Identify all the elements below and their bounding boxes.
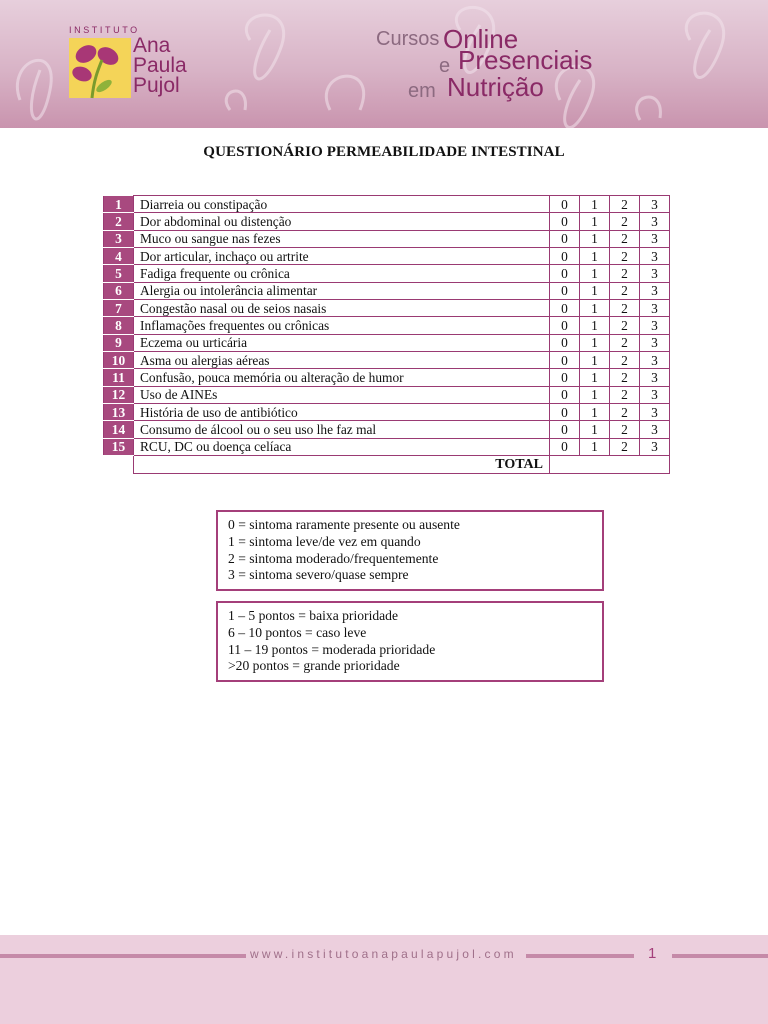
score-option[interactable]: 3	[640, 213, 670, 230]
table-row	[104, 404, 670, 421]
score-option[interactable]: 3	[640, 265, 670, 282]
score-option[interactable]: 2	[610, 404, 640, 421]
logo-flower-icon	[62, 34, 132, 104]
score-option[interactable]: 2	[610, 438, 640, 455]
score-option[interactable]: 3	[640, 334, 670, 351]
score-option[interactable]: 2	[610, 248, 640, 265]
score-option[interactable]: 2	[610, 369, 640, 386]
scale-line: 0 = sintoma raramente presente ou ausente	[228, 517, 460, 532]
score-option[interactable]: 2	[610, 213, 640, 230]
score-option[interactable]: 1	[580, 421, 610, 438]
score-option[interactable]: 1	[580, 300, 610, 317]
symptom-description: Asma ou alergias aéreas	[134, 352, 550, 369]
score-option[interactable]: 0	[550, 352, 580, 369]
score-option[interactable]: 3	[640, 404, 670, 421]
table-row	[104, 369, 670, 386]
score-option[interactable]: 0	[550, 230, 580, 247]
symptom-description: Congestão nasal ou de seios nasais	[134, 300, 550, 317]
item-number: 8	[104, 317, 134, 334]
score-option[interactable]: 0	[550, 404, 580, 421]
score-option[interactable]: 3	[640, 421, 670, 438]
score-option[interactable]: 3	[640, 369, 670, 386]
item-number: 9	[104, 334, 134, 351]
item-number: 15	[104, 438, 134, 455]
item-number: 7	[104, 300, 134, 317]
symptom-description: Dor articular, inchaço ou artrite	[134, 248, 550, 265]
symptom-description: Fadiga frequente ou crônica	[134, 265, 550, 282]
item-number: 4	[104, 248, 134, 265]
item-number: 11	[104, 369, 134, 386]
score-option[interactable]: 0	[550, 334, 580, 351]
symptom-description: Inflamações frequentes ou crônicas	[134, 317, 550, 334]
symptom-description: Muco ou sangue nas fezes	[134, 230, 550, 247]
score-option[interactable]: 0	[550, 196, 580, 213]
page-number: 1	[648, 945, 657, 962]
item-number: 12	[104, 386, 134, 403]
tagline-online: Online	[443, 24, 519, 54]
item-number: 3	[104, 230, 134, 247]
document-title: QUESTIONÁRIO PERMEABILIDADE INTESTINAL	[203, 144, 565, 160]
score-option[interactable]: 0	[550, 369, 580, 386]
table-row	[104, 282, 670, 299]
score-option[interactable]: 3	[640, 300, 670, 317]
scale-line: 1 = sintoma leve/de vez em quando	[228, 533, 421, 549]
priority-line: 6 – 10 pontos = caso leve	[228, 624, 367, 640]
table-row	[104, 213, 670, 230]
score-option[interactable]: 1	[580, 317, 610, 334]
score-option[interactable]: 0	[550, 438, 580, 455]
total-label: TOTAL	[134, 456, 550, 474]
table-row	[104, 386, 670, 403]
score-option[interactable]: 1	[580, 334, 610, 351]
total-spacer	[104, 456, 134, 474]
symptom-description: Confusão, pouca memória ou alteração de humor	[134, 369, 550, 386]
score-option[interactable]: 2	[610, 300, 640, 317]
footer-divider-right	[672, 954, 768, 958]
score-option[interactable]: 2	[610, 386, 640, 403]
logo-name-line-2: Paula	[133, 54, 187, 77]
website-link[interactable]: www.institutoanapaulapujol.com	[250, 947, 517, 961]
symptom-description: Consumo de álcool ou o seu uso lhe faz mal	[134, 421, 550, 438]
item-number: 1	[104, 196, 134, 213]
item-number: 2	[104, 213, 134, 230]
score-option[interactable]: 1	[580, 213, 610, 230]
item-number: 5	[104, 265, 134, 282]
priority-line: 11 – 19 pontos = moderada prioridade	[228, 641, 436, 657]
score-option[interactable]: 0	[550, 248, 580, 265]
symptom-description: Dor abdominal ou distenção	[134, 213, 550, 230]
score-option[interactable]: 2	[610, 196, 640, 213]
header-banner	[0, 0, 768, 128]
score-option[interactable]: 1	[580, 369, 610, 386]
symptom-description: RCU, DC ou doença celíaca	[134, 438, 550, 455]
tagline-e: e	[439, 55, 451, 77]
logo-name	[133, 36, 213, 96]
item-number: 6	[104, 282, 134, 299]
score-option[interactable]: 2	[610, 334, 640, 351]
score-option[interactable]: 3	[640, 230, 670, 247]
total-row	[104, 456, 670, 474]
table-row	[104, 248, 670, 265]
priority-legend	[216, 601, 604, 682]
priority-line: 1 – 5 pontos = baixa prioridade	[228, 608, 399, 623]
score-option[interactable]: 1	[580, 282, 610, 299]
footer-divider-middle	[526, 954, 634, 958]
questionnaire-table	[103, 195, 670, 474]
score-option[interactable]: 0	[550, 386, 580, 403]
score-option[interactable]: 0	[550, 282, 580, 299]
score-option[interactable]: 2	[610, 352, 640, 369]
score-option[interactable]: 2	[610, 265, 640, 282]
score-option[interactable]: 3	[640, 196, 670, 213]
logo-name-line-3: Pujol	[133, 74, 180, 97]
item-number: 10	[104, 352, 134, 369]
score-option[interactable]: 2	[610, 421, 640, 438]
score-option[interactable]: 0	[550, 265, 580, 282]
score-option[interactable]: 0	[550, 300, 580, 317]
logo-instituto: INSTITUTO	[69, 25, 140, 35]
table-row	[104, 317, 670, 334]
score-option[interactable]: 3	[640, 282, 670, 299]
score-option[interactable]: 1	[580, 265, 610, 282]
logo-name-line-1: Ana	[133, 34, 171, 57]
table-row	[104, 230, 670, 247]
table-row	[104, 352, 670, 369]
score-option[interactable]: 2	[610, 317, 640, 334]
score-option[interactable]: 1	[580, 352, 610, 369]
tagline-em: em	[408, 80, 436, 102]
score-option[interactable]: 1	[580, 248, 610, 265]
score-option[interactable]: 2	[610, 282, 640, 299]
score-option[interactable]: 3	[640, 352, 670, 369]
table-row	[104, 196, 670, 213]
footer-divider-left	[0, 954, 246, 958]
table-row	[104, 421, 670, 438]
table-row	[104, 265, 670, 282]
tagline-cursos: Cursos	[376, 28, 440, 50]
score-option[interactable]: 1	[580, 438, 610, 455]
symptom-description: Eczema ou urticária	[134, 334, 550, 351]
table-row	[104, 438, 670, 455]
tagline-nutricao: Nutrição	[447, 72, 544, 102]
symptom-description: Alergia ou intolerância alimentar	[134, 282, 550, 299]
priority-line: >20 pontos = grande prioridade	[228, 658, 400, 674]
score-option[interactable]: 1	[580, 196, 610, 213]
table-row	[104, 334, 670, 351]
table-row	[104, 300, 670, 317]
tagline-presenciais: Presenciais	[458, 45, 593, 75]
item-number: 13	[104, 404, 134, 421]
footer	[0, 935, 768, 1024]
symptom-description: História de uso de antibiótico	[134, 404, 550, 421]
score-option[interactable]: 1	[580, 230, 610, 247]
symptom-description: Diarreia ou constipação	[134, 196, 550, 213]
score-option[interactable]: 2	[610, 230, 640, 247]
scale-line: 2 = sintoma moderado/frequentemente	[228, 550, 439, 566]
score-option[interactable]: 3	[640, 438, 670, 455]
score-scale-legend	[216, 510, 604, 591]
score-option[interactable]: 0	[550, 421, 580, 438]
score-option[interactable]: 0	[550, 213, 580, 230]
score-option[interactable]: 3	[640, 386, 670, 403]
item-number: 14	[104, 421, 134, 438]
symptom-description: Uso de AINEs	[134, 386, 550, 403]
score-option[interactable]: 0	[550, 317, 580, 334]
scale-line: 3 = sintoma severo/quase sempre	[228, 567, 409, 583]
score-option[interactable]: 1	[580, 404, 610, 421]
score-option[interactable]: 1	[580, 386, 610, 403]
score-option[interactable]: 3	[640, 317, 670, 334]
total-value-field[interactable]	[550, 456, 670, 474]
score-option[interactable]: 3	[640, 248, 670, 265]
